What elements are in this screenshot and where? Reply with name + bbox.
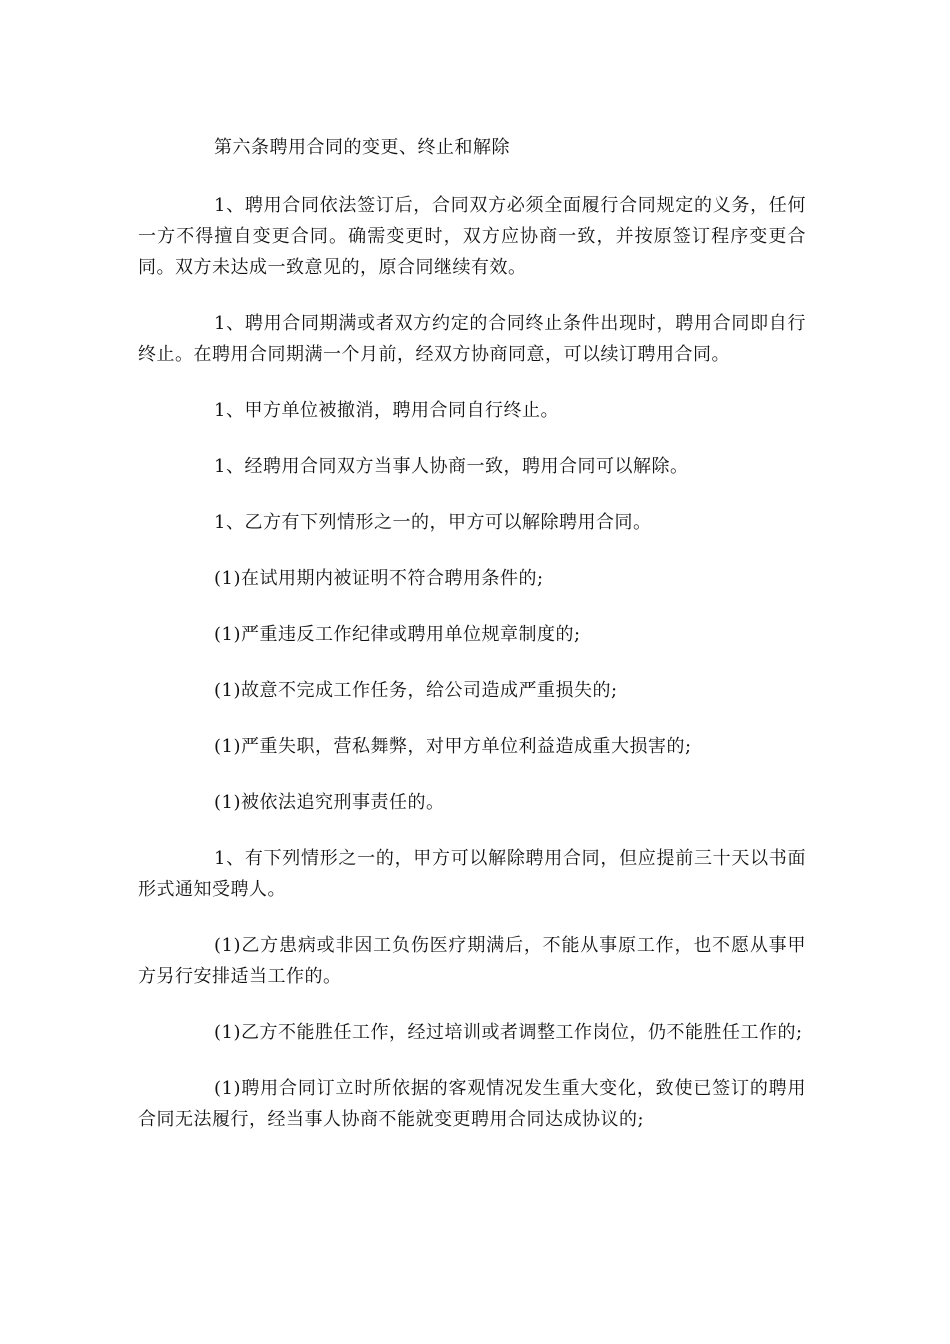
list-item: (1)乙方不能胜任工作，经过培训或者调整工作岗位，仍不能胜任工作的; (214, 1022, 803, 1043)
section-heading: 第六条聘用合同的变更、终止和解除 (214, 137, 510, 158)
list-item: (1)被依法追究刑事责任的。 (214, 792, 445, 813)
list-item: (1)聘用合同订立时所依据的客观情况发生重大变化，致使已签订的聘用合同无法履行，经当事人协商不能就变更聘用合同达成协议的; (138, 1078, 806, 1130)
paragraph: 1、经聘用合同双方当事人协商一致，聘用合同可以解除。 (214, 456, 689, 477)
document-body (138, 132, 806, 1160)
list-item: (1)在试用期内被证明不符合聘用条件的; (214, 568, 544, 589)
list-item: (1)严重失职，营私舞弊，对甲方单位利益造成重大损害的; (214, 736, 692, 757)
paragraph: 1、聘用合同期满或者双方约定的合同终止条件出现时，聘用合同即自行终止。在聘用合同期满一个月前，经双方协商同意，可以续订聘用合同。 (138, 313, 806, 365)
list-item: (1)严重违反工作纪律或聘用单位规章制度的; (214, 624, 581, 645)
list-item: (1)乙方患病或非因工负伤医疗期满后，不能从事原工作，也不愿从事甲方另行安排适当工作的。 (138, 935, 806, 987)
paragraph: 1、聘用合同依法签订后，合同双方必须全面履行合同规定的义务，任何一方不得擅自变更合同。确需变更时，双方应协商一致，并按原签订程序变更合同。双方未达成一致意见的，原合同继续有效。 (138, 195, 806, 278)
paragraph: 1、甲方单位被撤消，聘用合同自行终止。 (214, 400, 559, 421)
paragraph: 1、有下列情形之一的，甲方可以解除聘用合同，但应提前三十天以书面形式通知受聘人。 (138, 848, 806, 900)
paragraph: 1、乙方有下列情形之一的，甲方可以解除聘用合同。 (214, 512, 652, 533)
list-item: (1)故意不完成工作任务，给公司造成严重损失的; (214, 680, 618, 701)
